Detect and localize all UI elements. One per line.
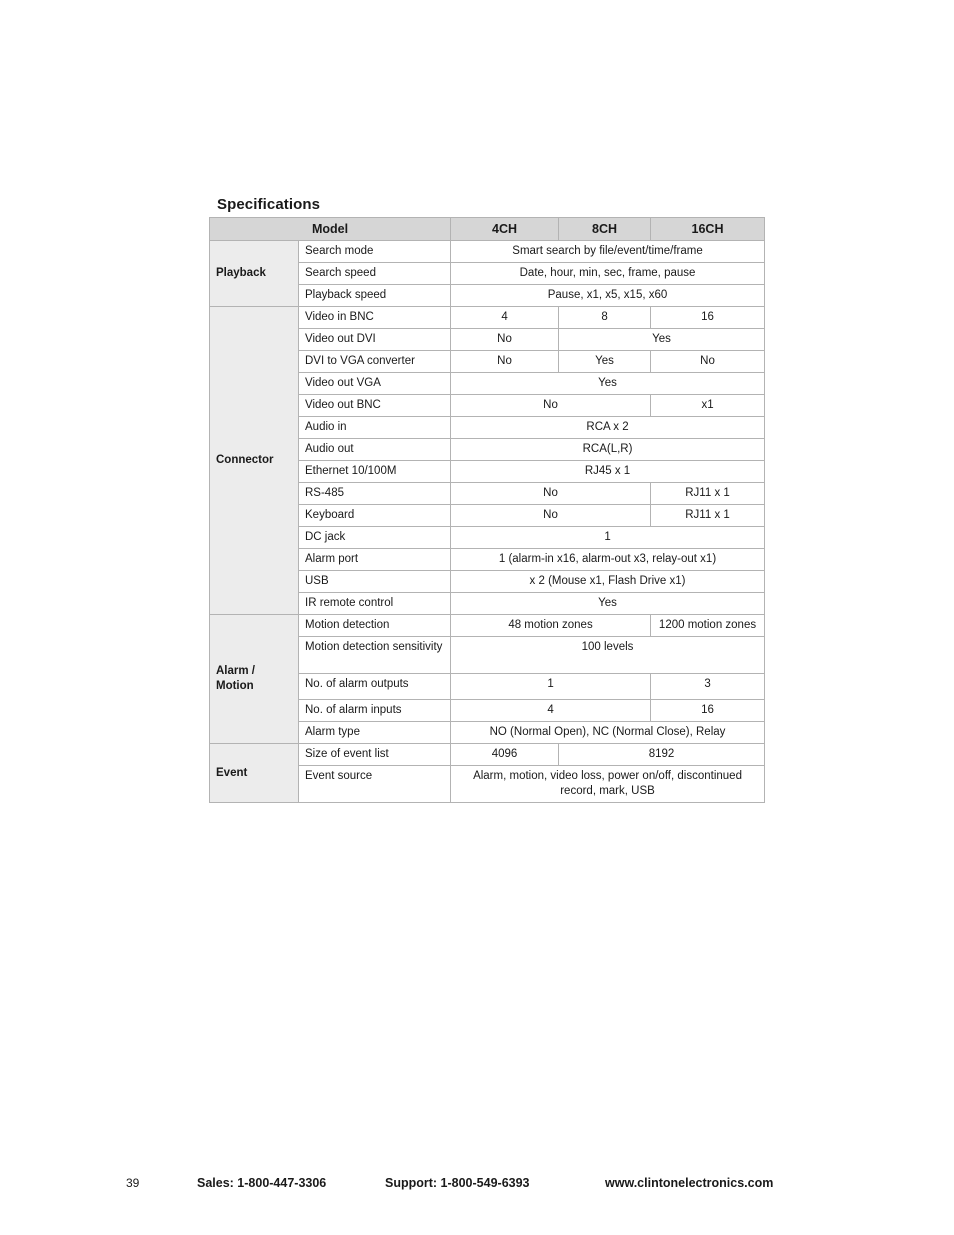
row-label: Video out DVI xyxy=(299,329,451,351)
row-value: Alarm, motion, video loss, power on/off, discontinued record, mark, USB xyxy=(451,766,765,803)
row-value: RCA(L,R) xyxy=(451,439,765,461)
row-label: Audio in xyxy=(299,417,451,439)
value-8-16ch: 8192 xyxy=(559,744,765,766)
value-16ch: x1 xyxy=(651,395,765,417)
row-value: 1 (alarm-in x16, alarm-out x3, relay-out x1) xyxy=(451,549,765,571)
row-label: No. of alarm outputs xyxy=(299,674,451,700)
group-alarm-motion: Alarm / Motion xyxy=(210,615,299,744)
header-model: Model xyxy=(210,218,451,241)
page-number: 39 xyxy=(126,1176,140,1190)
row-label: Keyboard xyxy=(299,505,451,527)
value-8-16ch: Yes xyxy=(559,329,765,351)
row-label: Alarm port xyxy=(299,549,451,571)
header-8ch: 8CH xyxy=(559,218,651,241)
row-label: Event source xyxy=(299,766,451,803)
value-4ch: 4096 xyxy=(451,744,559,766)
value-16ch: No xyxy=(651,351,765,373)
row-label: Alarm type xyxy=(299,722,451,744)
value-4-8ch: 4 xyxy=(451,700,651,722)
row-label: DC jack xyxy=(299,527,451,549)
value-8ch: Yes xyxy=(559,351,651,373)
group-event: Event xyxy=(210,744,299,803)
row-label: USB xyxy=(299,571,451,593)
table-row xyxy=(210,241,765,263)
header-4ch: 4CH xyxy=(451,218,559,241)
row-label: No. of alarm inputs xyxy=(299,700,451,722)
value-16ch: 16 xyxy=(651,307,765,329)
row-label: Audio out xyxy=(299,439,451,461)
row-value: Smart search by file/event/time/frame xyxy=(451,241,765,263)
row-label: IR remote control xyxy=(299,593,451,615)
row-label: Search mode xyxy=(299,241,451,263)
group-connector: Connector xyxy=(210,307,299,615)
page-title: Specifications xyxy=(217,196,321,213)
row-value: Pause, x1, x5, x15, x60 xyxy=(451,285,765,307)
row-label: Playback speed xyxy=(299,285,451,307)
specifications-table xyxy=(209,217,765,803)
value-4ch: 4 xyxy=(451,307,559,329)
value-16ch: 16 xyxy=(651,700,765,722)
row-label: Search speed xyxy=(299,263,451,285)
group-playback: Playback xyxy=(210,241,299,307)
header-16ch: 16CH xyxy=(651,218,765,241)
row-value: NO (Normal Open), NC (Normal Close), Relay xyxy=(451,722,765,744)
value-4ch: No xyxy=(451,351,559,373)
row-label: DVI to VGA converter xyxy=(299,351,451,373)
row-value: Date, hour, min, sec, frame, pause xyxy=(451,263,765,285)
table-row xyxy=(210,615,765,637)
row-label: Video out VGA xyxy=(299,373,451,395)
value-16ch: RJ11 x 1 xyxy=(651,505,765,527)
row-label: Ethernet 10/100M xyxy=(299,461,451,483)
table-row xyxy=(210,744,765,766)
table-row xyxy=(210,307,765,329)
row-label: Size of event list xyxy=(299,744,451,766)
row-label: Motion detection xyxy=(299,615,451,637)
row-value: RCA x 2 xyxy=(451,417,765,439)
value-8ch: 8 xyxy=(559,307,651,329)
value-4-8ch: 1 xyxy=(451,674,651,700)
value-4-8ch: 48 motion zones xyxy=(451,615,651,637)
value-16ch: 3 xyxy=(651,674,765,700)
row-value: Yes xyxy=(451,373,765,395)
row-label: RS-485 xyxy=(299,483,451,505)
value-4-8ch: No xyxy=(451,505,651,527)
row-label: Video out BNC xyxy=(299,395,451,417)
row-value: 100 levels xyxy=(451,637,765,674)
row-value: x 2 (Mouse x1, Flash Drive x1) xyxy=(451,571,765,593)
row-value: Yes xyxy=(451,593,765,615)
value-4ch: No xyxy=(451,329,559,351)
row-label: Video in BNC xyxy=(299,307,451,329)
value-16ch: 1200 motion zones xyxy=(651,615,765,637)
value-4-8ch: No xyxy=(451,483,651,505)
footer-support: Support: 1-800-549-6393 xyxy=(385,1176,530,1190)
footer-sales: Sales: 1-800-447-3306 xyxy=(197,1176,327,1190)
footer-website: www.clintonelectronics.com xyxy=(605,1176,774,1190)
row-value: 1 xyxy=(451,527,765,549)
table-header-row xyxy=(210,218,765,241)
row-label: Motion detection sensitivity xyxy=(299,637,451,674)
value-16ch: RJ11 x 1 xyxy=(651,483,765,505)
row-value: RJ45 x 1 xyxy=(451,461,765,483)
value-4-8ch: No xyxy=(451,395,651,417)
